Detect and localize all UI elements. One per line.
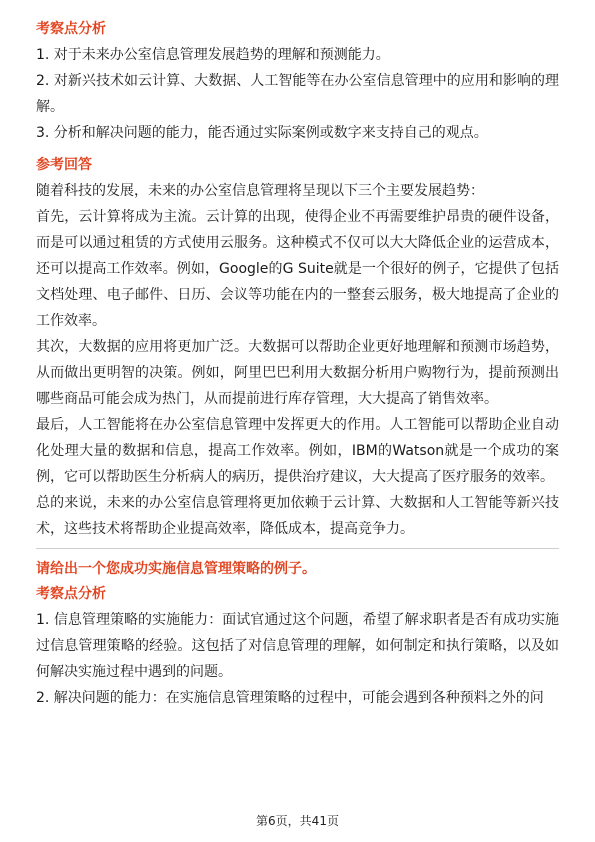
list-item: 3. 分析和解决问题的能力，能否通过实际案例或数字来支持自己的观点。 (36, 125, 488, 141)
answer-paragraph: 首先，云计算将成为主流。云计算的出现，使得企业不再需要维护昂贵的硬件设备，而是可以通过租赁的方式使用云服务。这种模式不仅可以大大降低企业的运营成本，还可以提高工作效率。例如，Google的G Suite就是一个很好的例子，它提供了包括文档处理、电子邮件、日历、会议等功能在内的一整套云服务，极大地提高了企业的工作效率。 (36, 209, 559, 329)
answer-paragraph: 总的来说，未来的办公室信息管理将更加依赖于云计算、大数据和人工智能等新兴技术，这些技术将帮助企业提高效率，降低成本，提高竞争力。 (36, 495, 559, 537)
list-item: 1. 对于未来办公室信息管理发展趋势的理解和预测能力。 (36, 47, 390, 63)
question-title: 请给出一个您成功实施信息管理策略的例子。 (36, 561, 316, 577)
answer-paragraph: 其次，大数据的应用将更加广泛。大数据可以帮助企业更好地理解和预测市场趋势，从而做出更明智的决策。例如，阿里巴巴利用大数据分析用户购物行为，提前预测出哪些商品可能会成为热门，从而提前进行库存管理，大大提高了销售效率。 (36, 339, 559, 407)
section-divider (36, 548, 559, 549)
section-heading-answer: 参考回答 (36, 157, 92, 173)
answer-paragraph: 随着科技的发展，未来的办公室信息管理将呈现以下三个主要发展趋势： (36, 183, 484, 199)
answer-paragraph: 最后，人工智能将在办公室信息管理中发挥更大的作用。人工智能可以帮助企业自动化处理大量的数据和信息，提高工作效率。例如，IBM的Watson就是一个成功的案例，它可以帮助医生分析病人的病历，提供治疗建议，大大提高了医疗服务的效率。 (36, 417, 559, 485)
page-content (36, 18, 559, 711)
list-item: 2. 对新兴技术如云计算、大数据、人工智能等在办公室信息管理中的应用和影响的理解。 (36, 73, 559, 115)
list-item: 2. 解决问题的能力：在实施信息管理策略的过程中，可能会遇到各种预料之外的问 (36, 690, 544, 706)
section-heading-analysis: 考察点分析 (36, 586, 106, 602)
list-item: 1. 信息管理策略的实施能力：面试官通过这个问题，希望了解求职者是否有成功实施过信息管理策略的经验。这包括了对信息管理的理解，如何制定和执行策略，以及如何解决实施过程中遇到的问题。 (36, 612, 559, 680)
section-heading-analysis: 考察点分析 (36, 21, 106, 37)
page-number: 第6页，共41页 (256, 814, 339, 828)
